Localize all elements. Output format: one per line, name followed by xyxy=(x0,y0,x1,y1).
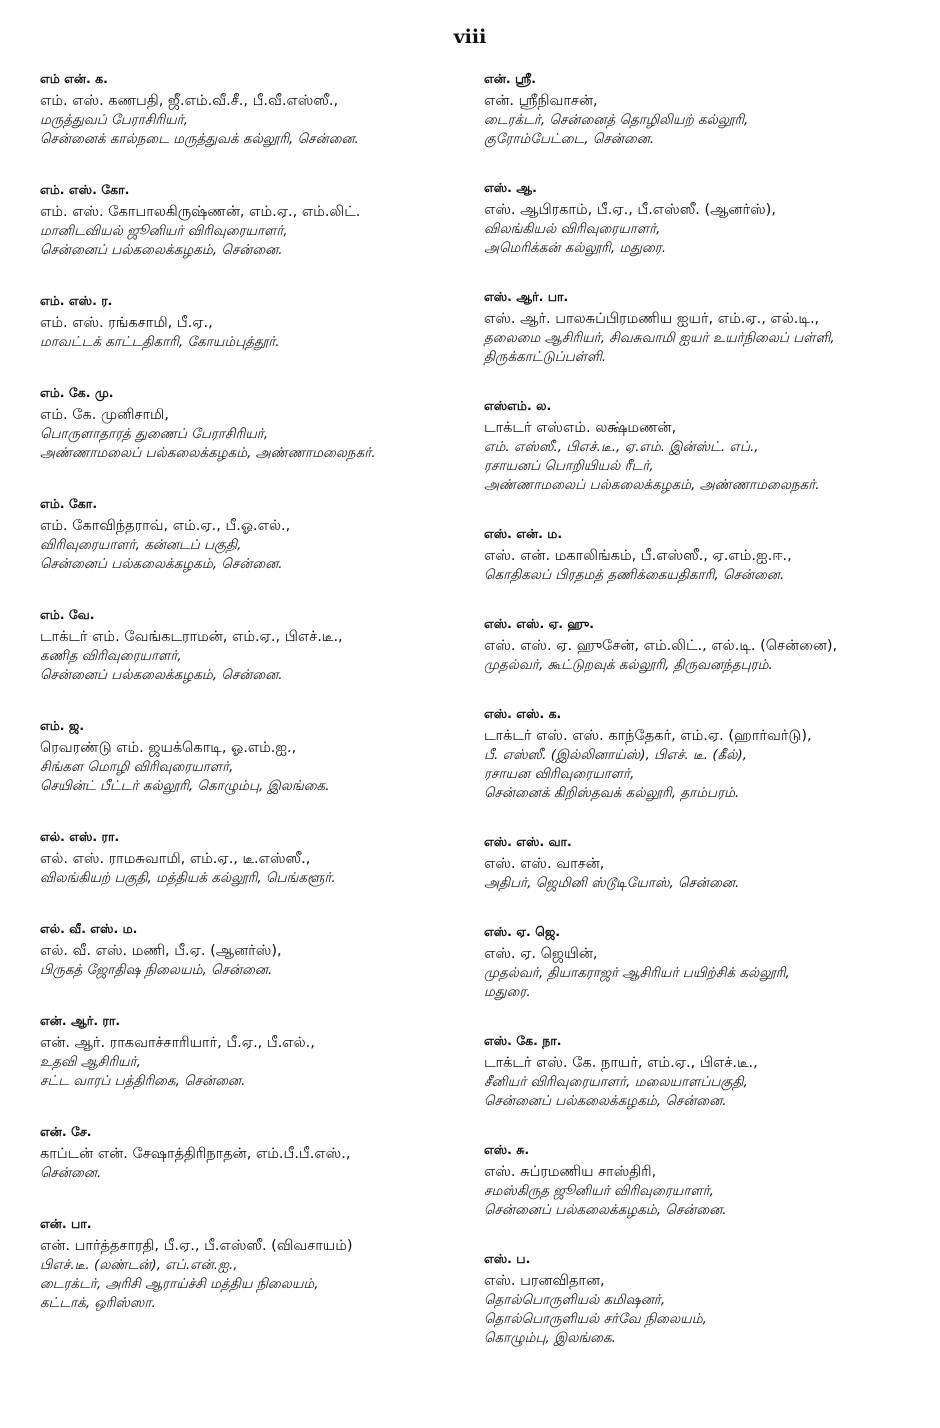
contributor-abbreviation: எம். கே. மு. xyxy=(40,385,114,400)
contributor-abbreviation: எம். வே. xyxy=(40,607,95,622)
contributor-detail: திருக்காட்டுப்பள்ளி. xyxy=(484,349,607,365)
contributor-detail: சென்னைப் பல்கலைக்கழகம், சென்னை. xyxy=(40,556,283,572)
contributor-entry xyxy=(40,292,460,352)
contributor-abbreviation: எஸ். எஸ். க. xyxy=(484,706,562,721)
contributor-detail: கட்டாக், ஒரிஸ்ஸா. xyxy=(40,1295,156,1311)
contributor-entry xyxy=(40,828,460,888)
contributor-detail: பொருளாதாரத் துணைப் பேராசிரியர், xyxy=(40,426,269,442)
contributor-detail: பிருகத் ஜோதிஷ நிலையம், சென்னை. xyxy=(40,962,273,978)
contributor-detail: சென்னைப் பல்கலைக்கழகம், சென்னை. xyxy=(40,667,283,683)
contributor-entry xyxy=(40,181,460,260)
contributor-detail: விலங்கியல் விரிவுரையாளர், xyxy=(484,221,661,237)
contributor-abbreviation: எஸ். ஆ. xyxy=(484,180,537,195)
contributor-detail: பிஎச்.டீ. (லண்டன்), எப்.என்.ஐ., xyxy=(40,1257,238,1273)
contributor-detail: கணித விரிவுரையாளர், xyxy=(40,648,182,664)
contributor-detail: ரசாயனப் பொறியியல் ரீடர், xyxy=(484,458,654,474)
contributor-abbreviation: எஸ். ஏ. ஜெ. xyxy=(484,924,561,939)
contributor-name: எல். வீ. எஸ். மணி, பீ.ஏ. (ஆனர்ஸ்), xyxy=(40,943,282,959)
contributor-detail: செயின்ட் பீட்டர் கல்லூரி, கொழும்பு, இலங்கை. xyxy=(40,778,330,794)
contributor-abbreviation: எஸ்எம். ல. xyxy=(484,398,552,413)
contributor-detail: மாவட்டக் காட்டதிகாரி, கோயம்புத்தூர். xyxy=(40,334,280,350)
contributor-detail: சென்னைப் பல்கலைக்கழகம், சென்னை. xyxy=(484,1093,727,1109)
contributor-detail: சிங்கள மொழி விரிவுரையாளர், xyxy=(40,759,234,775)
contributor-detail: அமெரிக்கன் கல்லூரி, மதுரை. xyxy=(484,240,667,256)
contributor-entry xyxy=(484,525,914,585)
contributor-detail: ரசாயன விரிவுரையாளர், xyxy=(484,766,635,782)
contributor-abbreviation: என். சே. xyxy=(40,1124,92,1139)
contributor-name: எஸ். எஸ். ஏ. ஹுசேன், எம்.லிட்., எல்.டி. (சென்னை), xyxy=(484,638,838,654)
contributor-detail: சீனியர் விரிவுரையாளர், மலையாளப்பகுதி, xyxy=(484,1074,748,1090)
contributor-detail: விலங்கியற் பகுதி, மத்தியக் கல்லூரி, பெங்களூர். xyxy=(40,870,336,886)
contributor-name: டாக்டர் எம். வேங்கடராமன், எம்.ஏ., பிஎச்.டீ., xyxy=(40,629,343,645)
contributor-detail: விரிவுரையாளர், கன்னடப் பகுதி, xyxy=(40,537,242,553)
contributor-detail: சென்னைப் பல்கலைக்கழகம், சென்னை. xyxy=(40,242,283,258)
contributor-name: என். பார்த்தசாரதி, பீ.ஏ., பீ.எஸ்ஸீ. (விவசாயம்) xyxy=(40,1238,353,1254)
contributor-entry xyxy=(484,1250,914,1348)
contributor-name: எம். எஸ். கணபதி, ஜீ.எம்.வீ.சீ., பீ.வீ.எஸ்ஸீ., xyxy=(40,93,339,109)
contributor-entry xyxy=(40,70,460,149)
contributor-name: டாக்டர் எஸ்எம். லக்ஷ்மணன், xyxy=(484,420,677,436)
contributor-detail: குரோம்பேட்டை, சென்னை. xyxy=(484,131,655,147)
contributor-detail: மானிடவியல் ஜூனியர் விரிவுரையாளர், xyxy=(40,223,288,239)
contributor-detail: டைரக்டர், சென்னைத் தொழிலியற் கல்லூரி, xyxy=(484,112,749,128)
contributor-abbreviation: எஸ். கே. நா. xyxy=(484,1033,562,1048)
contributor-entry xyxy=(484,923,914,1002)
contributor-name: காப்டன் என். சேஷாத்திரிநாதன், எம்.பீ.பீ.எஸ்., xyxy=(40,1146,351,1162)
contributor-abbreviation: எஸ். சு. xyxy=(484,1142,530,1157)
contributor-detail: சென்னைக் கிறிஸ்தவக் கல்லூரி, தாம்பரம். xyxy=(484,785,740,801)
contributor-abbreviation: எஸ். ஆர். பா. xyxy=(484,289,569,304)
contributor-abbreviation: எஸ். எஸ். வா. xyxy=(484,834,572,849)
contributor-abbreviation: என். பா. xyxy=(40,1216,92,1231)
contributor-entry xyxy=(484,615,914,675)
contributor-detail: டைரக்டர், அரிசி ஆராய்ச்சி மத்திய நிலையம், xyxy=(40,1276,319,1292)
contributor-detail: சென்னைக் கால்நடை மருத்துவக் கல்லூரி, சென்னை. xyxy=(40,131,359,147)
contributor-entry xyxy=(40,920,460,980)
contributor-detail: தொல்பொருளியல் சர்வே நிலையம், xyxy=(484,1311,707,1327)
contributor-entry xyxy=(484,397,914,495)
contributor-name: என். ஸ்ரீநிவாசன், xyxy=(484,93,598,109)
contributor-name: டாக்டர் எஸ். எஸ். காந்தேகர், எம்.ஏ. (ஹார்வர்டு), xyxy=(484,728,812,744)
contributor-detail: சென்னை. xyxy=(40,1165,102,1181)
contributor-abbreviation: எம். கோ. xyxy=(40,496,98,511)
contributor-entry xyxy=(484,70,914,149)
contributor-abbreviation: எம். ஜ. xyxy=(40,718,85,733)
contributor-entry xyxy=(484,288,914,367)
contributor-name: எம். கே. முனிசாமி, xyxy=(40,407,169,423)
contributor-abbreviation: எல். வீ. எஸ். ம. xyxy=(40,921,138,936)
contributor-abbreviation: எல். எஸ். ரா. xyxy=(40,829,120,844)
contributor-entry xyxy=(40,606,460,685)
contributor-detail: முதல்வர், தியாகராஜர் ஆசிரியர் பயிற்சிக் கல்லூரி, xyxy=(484,965,790,981)
contributor-abbreviation: எஸ். ப. xyxy=(484,1251,531,1266)
contributor-entry xyxy=(40,1012,460,1091)
contributor-name: எம். கோவிந்தராவ், எம்.ஏ., பீ.ஓ.எல்., xyxy=(40,518,291,534)
contributor-entry xyxy=(40,717,460,796)
contributor-name: எஸ். ஆர். பாலசுப்பிரமணிய ஐயர், எம்.ஏ., எல்.டி., xyxy=(484,311,820,327)
contributor-detail: சென்னைப் பல்கலைக்கழகம், சென்னை. xyxy=(484,1202,727,1218)
contributor-entry xyxy=(484,833,914,893)
contributor-detail: பீ. எஸ்ஸீ. (இல்லினாய்ஸ்), பிஎச். டீ. (கீல்), xyxy=(484,747,748,763)
contributor-detail: கொழும்பு, இலங்கை. xyxy=(484,1330,616,1346)
contributor-entry xyxy=(40,384,460,463)
right-column xyxy=(484,70,914,1378)
contributor-entry xyxy=(484,705,914,803)
contributor-entry xyxy=(484,179,914,258)
contributor-name: எஸ். ஏ. ஜெயின், xyxy=(484,946,598,962)
contributor-detail: உதவி ஆசிரியர், xyxy=(40,1054,141,1070)
contributor-name: எஸ். ஆபிரகாம், பீ.ஏ., பீ.எஸ்ஸீ. (ஆனர்ஸ்), xyxy=(484,202,776,218)
contributor-entry xyxy=(40,1215,460,1313)
contributor-name: டாக்டர் எஸ். கே. நாயர், எம்.ஏ., பிஎச்.டீ., xyxy=(484,1055,758,1071)
contributor-abbreviation: என். ஆர். ரா. xyxy=(40,1013,121,1028)
contributor-abbreviation: என். ஸ்ரீ. xyxy=(484,71,536,86)
contributor-abbreviation: எம் என். க. xyxy=(40,71,108,86)
contributor-name: எம். எஸ். ரங்கசாமி, பீ.ஏ., xyxy=(40,315,213,331)
contributor-abbreviation: எம். எஸ். ர. xyxy=(40,293,113,308)
contributor-name: எஸ். என். மகாலிங்கம், பீ.எஸ்ஸீ., ஏ.எம்.ஐ.ஈ., xyxy=(484,548,792,564)
contributor-detail: அண்ணாமலைப் பல்கலைக்கழகம், அண்ணாமலைநகர். xyxy=(484,477,820,493)
contributor-abbreviation: எம். எஸ். கோ. xyxy=(40,182,130,197)
contributor-entry xyxy=(484,1141,914,1220)
page-number: viii xyxy=(453,26,487,48)
contributor-name: எஸ். சுப்ரமணிய சாஸ்திரி, xyxy=(484,1164,657,1180)
contributor-detail: அதிபர், ஜெமினி ஸ்டூடியோஸ், சென்னை. xyxy=(484,875,740,891)
contributor-detail: சட்ட வாரப் பத்திரிகை, சென்னை. xyxy=(40,1073,246,1089)
contributor-detail: தொல்பொருளியல் கமிஷனர், xyxy=(484,1292,666,1308)
contributor-detail: அண்ணாமலைப் பல்கலைக்கழகம், அண்ணாமலைநகர். xyxy=(40,445,376,461)
contributor-detail: தலைமை ஆசிரியர், சிவசுவாமி ஐயர் உயர்நிலைப் பள்ளி, xyxy=(484,330,835,346)
contributor-detail: சமஸ்கிருத ஜூனியர் விரிவுரையாளர், xyxy=(484,1183,714,1199)
contributor-detail: மருத்துவப் பேராசிரியர், xyxy=(40,112,188,128)
contributor-name: எம். எஸ். கோபாலகிருஷ்ணன், எம்.ஏ., எம்.லிட். xyxy=(40,204,361,220)
contributor-name: ரெவரண்டு எம். ஜயக்கொடி, ஓ.எம்.ஐ., xyxy=(40,740,297,756)
left-column xyxy=(40,70,460,1345)
contributor-name: எஸ். எஸ். வாசன், xyxy=(484,856,605,872)
contributor-detail: முதல்வர், கூட்டுறவுக் கல்லூரி, திருவனந்தபுரம். xyxy=(484,657,773,673)
contributor-detail: மதுரை. xyxy=(484,984,531,1000)
contributor-entry xyxy=(40,495,460,574)
contributor-abbreviation: எஸ். என். ம. xyxy=(484,526,563,541)
contributor-detail: எம். எஸ்ஸீ., பிஎச்.டீ., ஏ.எம். இன்ஸ்ட். எப்., xyxy=(484,439,759,455)
contributor-entry xyxy=(484,1032,914,1111)
contributor-detail: கொதிகலப் பிரதமத் தணிக்கையதிகாரி, சென்னை. xyxy=(484,567,785,583)
contributor-name: எஸ். பரனவிதான, xyxy=(484,1273,605,1289)
contributor-abbreviation: எஸ். எஸ். ஏ. ஹு. xyxy=(484,616,594,631)
contributor-entry xyxy=(40,1123,460,1183)
contributor-name: எல். எஸ். ராமசுவாமி, எம்.ஏ., டீ.எஸ்ஸீ., xyxy=(40,851,311,867)
contributor-name: என். ஆர். ராகவாச்சாரியார், பீ.ஏ., பீ.எல்., xyxy=(40,1035,315,1051)
